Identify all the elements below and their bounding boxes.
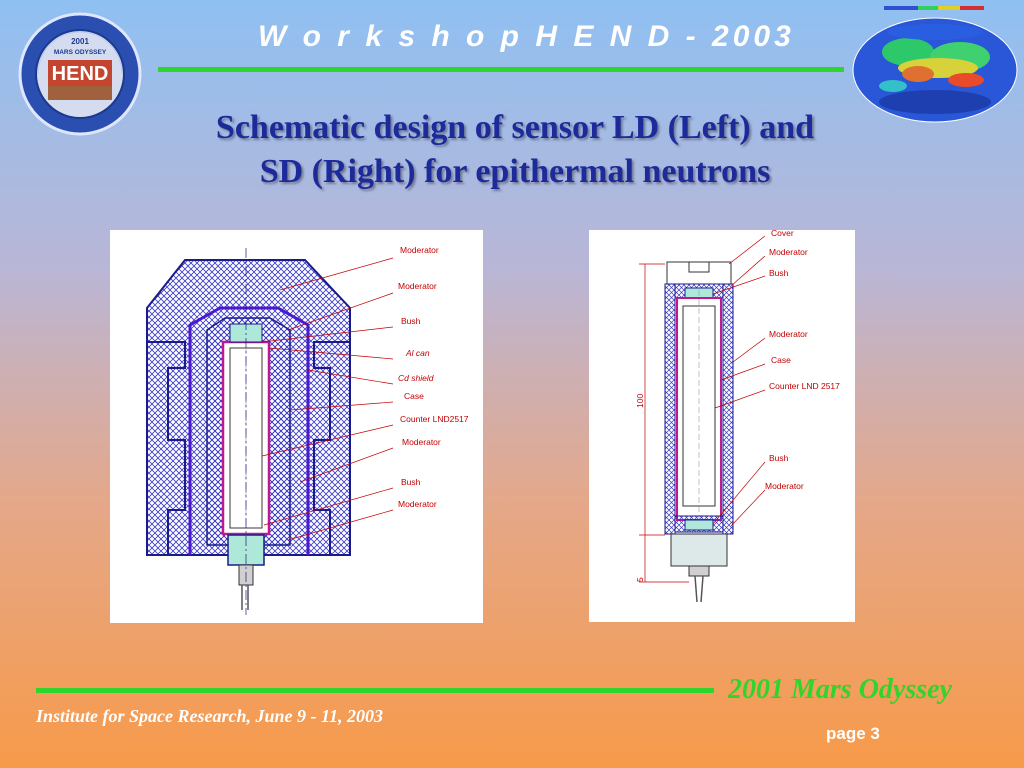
ld-label-al-can: Al can: [406, 348, 430, 358]
logo-mission: MARS ODYSSEY: [53, 49, 107, 56]
workshop-title: W o r k s h o p H E N D - 2003: [258, 20, 795, 53]
slide-title: [120, 106, 910, 194]
ld-label-case: Case: [404, 391, 424, 401]
ld-label-moderator-4: Moderator: [398, 499, 437, 509]
ld-label-moderator-2: Moderator: [398, 281, 437, 291]
sd-label-bush-1: Bush: [769, 268, 789, 278]
sd-label-moderator-3: Moderator: [765, 481, 804, 491]
sd-label-counter: Counter LND 2517: [769, 381, 840, 391]
ld-label-cd-shield: Cd shield: [398, 373, 434, 383]
header-divider: [158, 67, 844, 72]
sd-dim-5: 5: [635, 577, 645, 582]
sd-sensor-figure: [589, 230, 855, 622]
slide-title-line2: SD (Right) for epithermal neutrons: [259, 153, 771, 190]
ld-sensor-figure: [110, 230, 483, 623]
ld-label-bush-2: Bush: [401, 477, 421, 487]
footer-divider: [36, 688, 714, 693]
sd-label-case: Case: [771, 355, 791, 365]
sd-label-moderator-2: Moderator: [769, 329, 808, 339]
mission-name: 2001 Mars Odyssey: [728, 674, 952, 705]
ld-label-counter: Counter LND2517: [400, 414, 469, 424]
ld-label-moderator-1: Moderator: [400, 245, 439, 255]
sd-dim-100: 100: [635, 393, 645, 408]
logo-hend: HEND: [51, 63, 109, 85]
sd-label-bush-2: Bush: [769, 453, 789, 463]
sd-label-cover: Cover: [771, 230, 794, 238]
ld-label-bush-1: Bush: [401, 316, 421, 326]
page-number: page 3: [826, 724, 880, 743]
slide-title-line1: Schematic design of sensor LD (Left) and: [215, 109, 815, 146]
sd-label-moderator-1: Moderator: [769, 247, 808, 257]
logo-year: 2001: [71, 37, 89, 46]
institute-footer: Institute for Space Research, June 9 - 11, 2003: [36, 706, 384, 726]
ld-label-moderator-3: Moderator: [402, 437, 441, 447]
